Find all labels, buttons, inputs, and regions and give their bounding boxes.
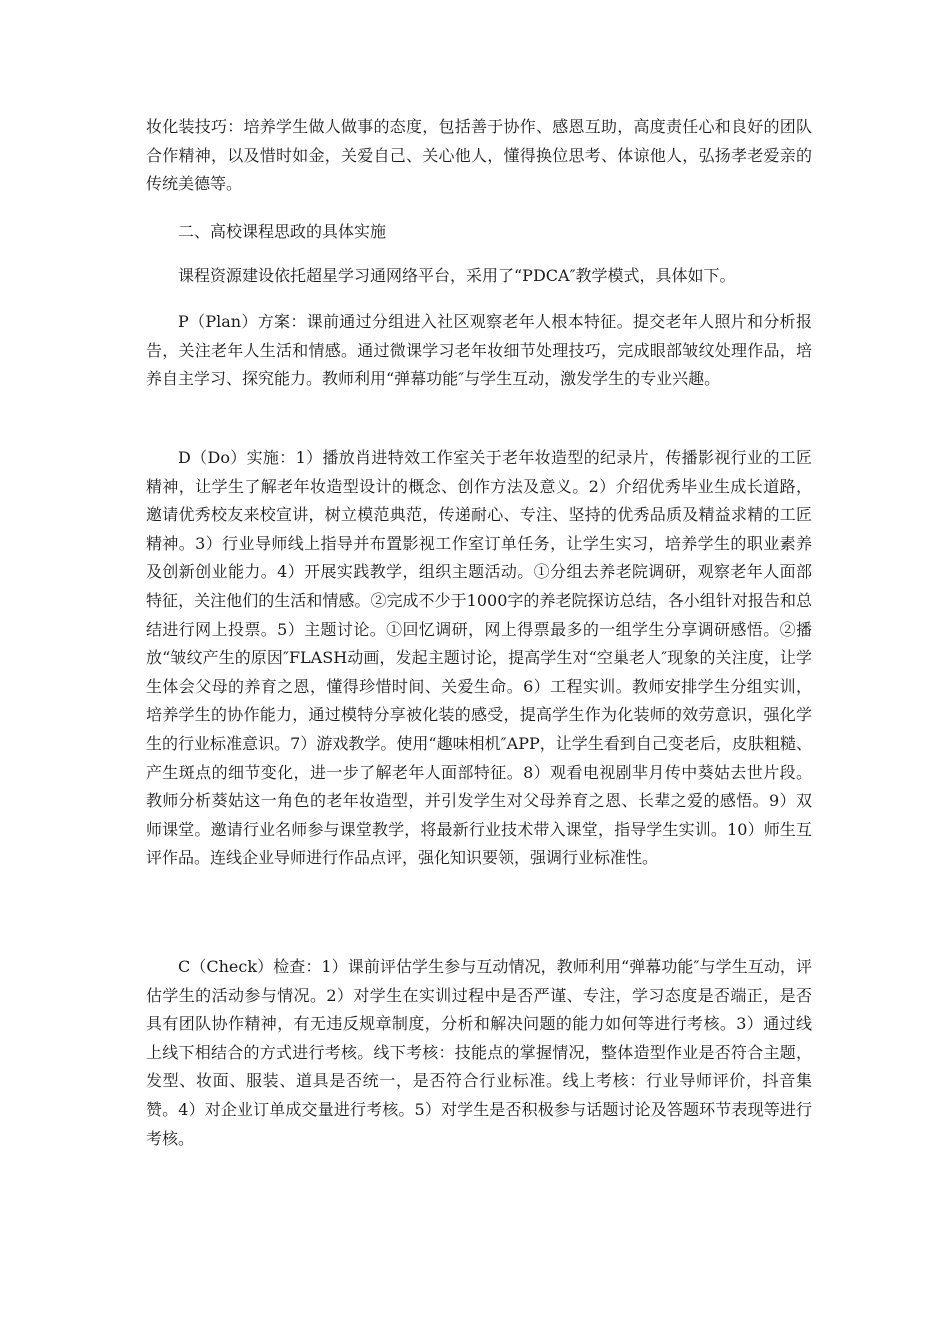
paragraph-intro: 妆化装技巧：培养学生做人做事的态度，包括善于协作、感恩互助，高度责任心和良好的团队合作精神，以及惜时如金，关爱自己、关心他人，懂得换位思考、体谅他人，弘扬孝老爱亲的传统美德等。 bbox=[146, 117, 812, 194]
paragraph-check: C（Check）检查：1）课前评估学生参与互动情况，教师利用“弹幕功能″与学生互动，评估学生的活动参与情况。2）对学生在实训过程中是否严谨、专注，学习态度是否端正，是否具有团队协作精神，有无违反规章制度，分析和解决问题的能力如何等进行考核。3）通过线上线下相结合的方式进行考核。线下考核：技能点的掌握情况，整体造型作业是否符合主题，发型、妆面、服装、道具是否统一，是否符合行业标准。线上考核：行业导师评价，抖音集赞。4）对企业订单成交量进行考核。5）对学生是否积极参与话题讨论及答题环节表现等进行考核。 bbox=[146, 957, 812, 1148]
section-heading: 二、高校课程思政的具体实施 bbox=[178, 222, 387, 241]
paragraph-do: D（Do）实施：1）播放肖进特效工作室关于老年妆造型的纪录片，传播影视行业的工匠精神，让学生了解老年妆造型设计的概念、创作方法及意义。2）介绍优秀毕业生成长道路，邀请优秀校友来校宣讲，树立模范典范，传递耐心、专注、坚持的优秀品质及精益求精的工匠精神。3）行业导师线上指导并布置影视工作室订单任务，让学生实习，培养学生的职业素养及创新创业能力。4）开展实践教学，组织主题活动。①分组去养老院调研，观察老年人面部特征，关注他们的生活和情感。②完成不少于1000字的养老院探访总结，各小组针对报告和总结进行网上投票。5）主题讨论。①回忆调研，网上得票最多的一组学生分享调研感悟。②播放“皱纹产生的原因″FLASH动画，发起主题讨论，提高学生对“空巢老人″现象的关注度，让学生体会父母的养育之恩，懂得珍惜时间、关爱生命。6）工程实训。教师安排学生分组实训，培养学生的协作能力，通过模特分享被化装的感受，提高学生作为化装师的效劳意识，强化学生的行业标准意识。7）游戏教学。使用“趣味相机″APP，让学生看到自己变老后，皮肤粗糙、产生斑点的细节变化，进一步了解老年人面部特征。8）观看电视剧芈月传中葵姑去世片段。教师分析葵姑这一角色的老年妆造型，并引发学生对父母养育之恩、长辈之爱的感悟。9）双师课堂。邀请行业名师参与课堂教学，将最新行业技术带入课堂，指导学生实训。10）师生互评作品。连线企业导师进行作品点评，强化知识要领，强调行业标准性。 bbox=[146, 448, 812, 868]
paragraph-platform: 课程资源建设依托超星学习通网络平台，采用了“PDCA″教学模式，具体如下。 bbox=[178, 266, 736, 285]
paragraph-plan: P（Plan）方案：课前通过分组进入社区观察老年人根本特征。提交老年人照片和分析报告，关注老年人生活和情感。通过微课学习老年妆细节处理技巧，完成眼部皱纹处理作品，培养自主学习、探究能力。教师利用“弹幕功能″与学生互动，激发学生的专业兴趣。 bbox=[146, 312, 812, 389]
